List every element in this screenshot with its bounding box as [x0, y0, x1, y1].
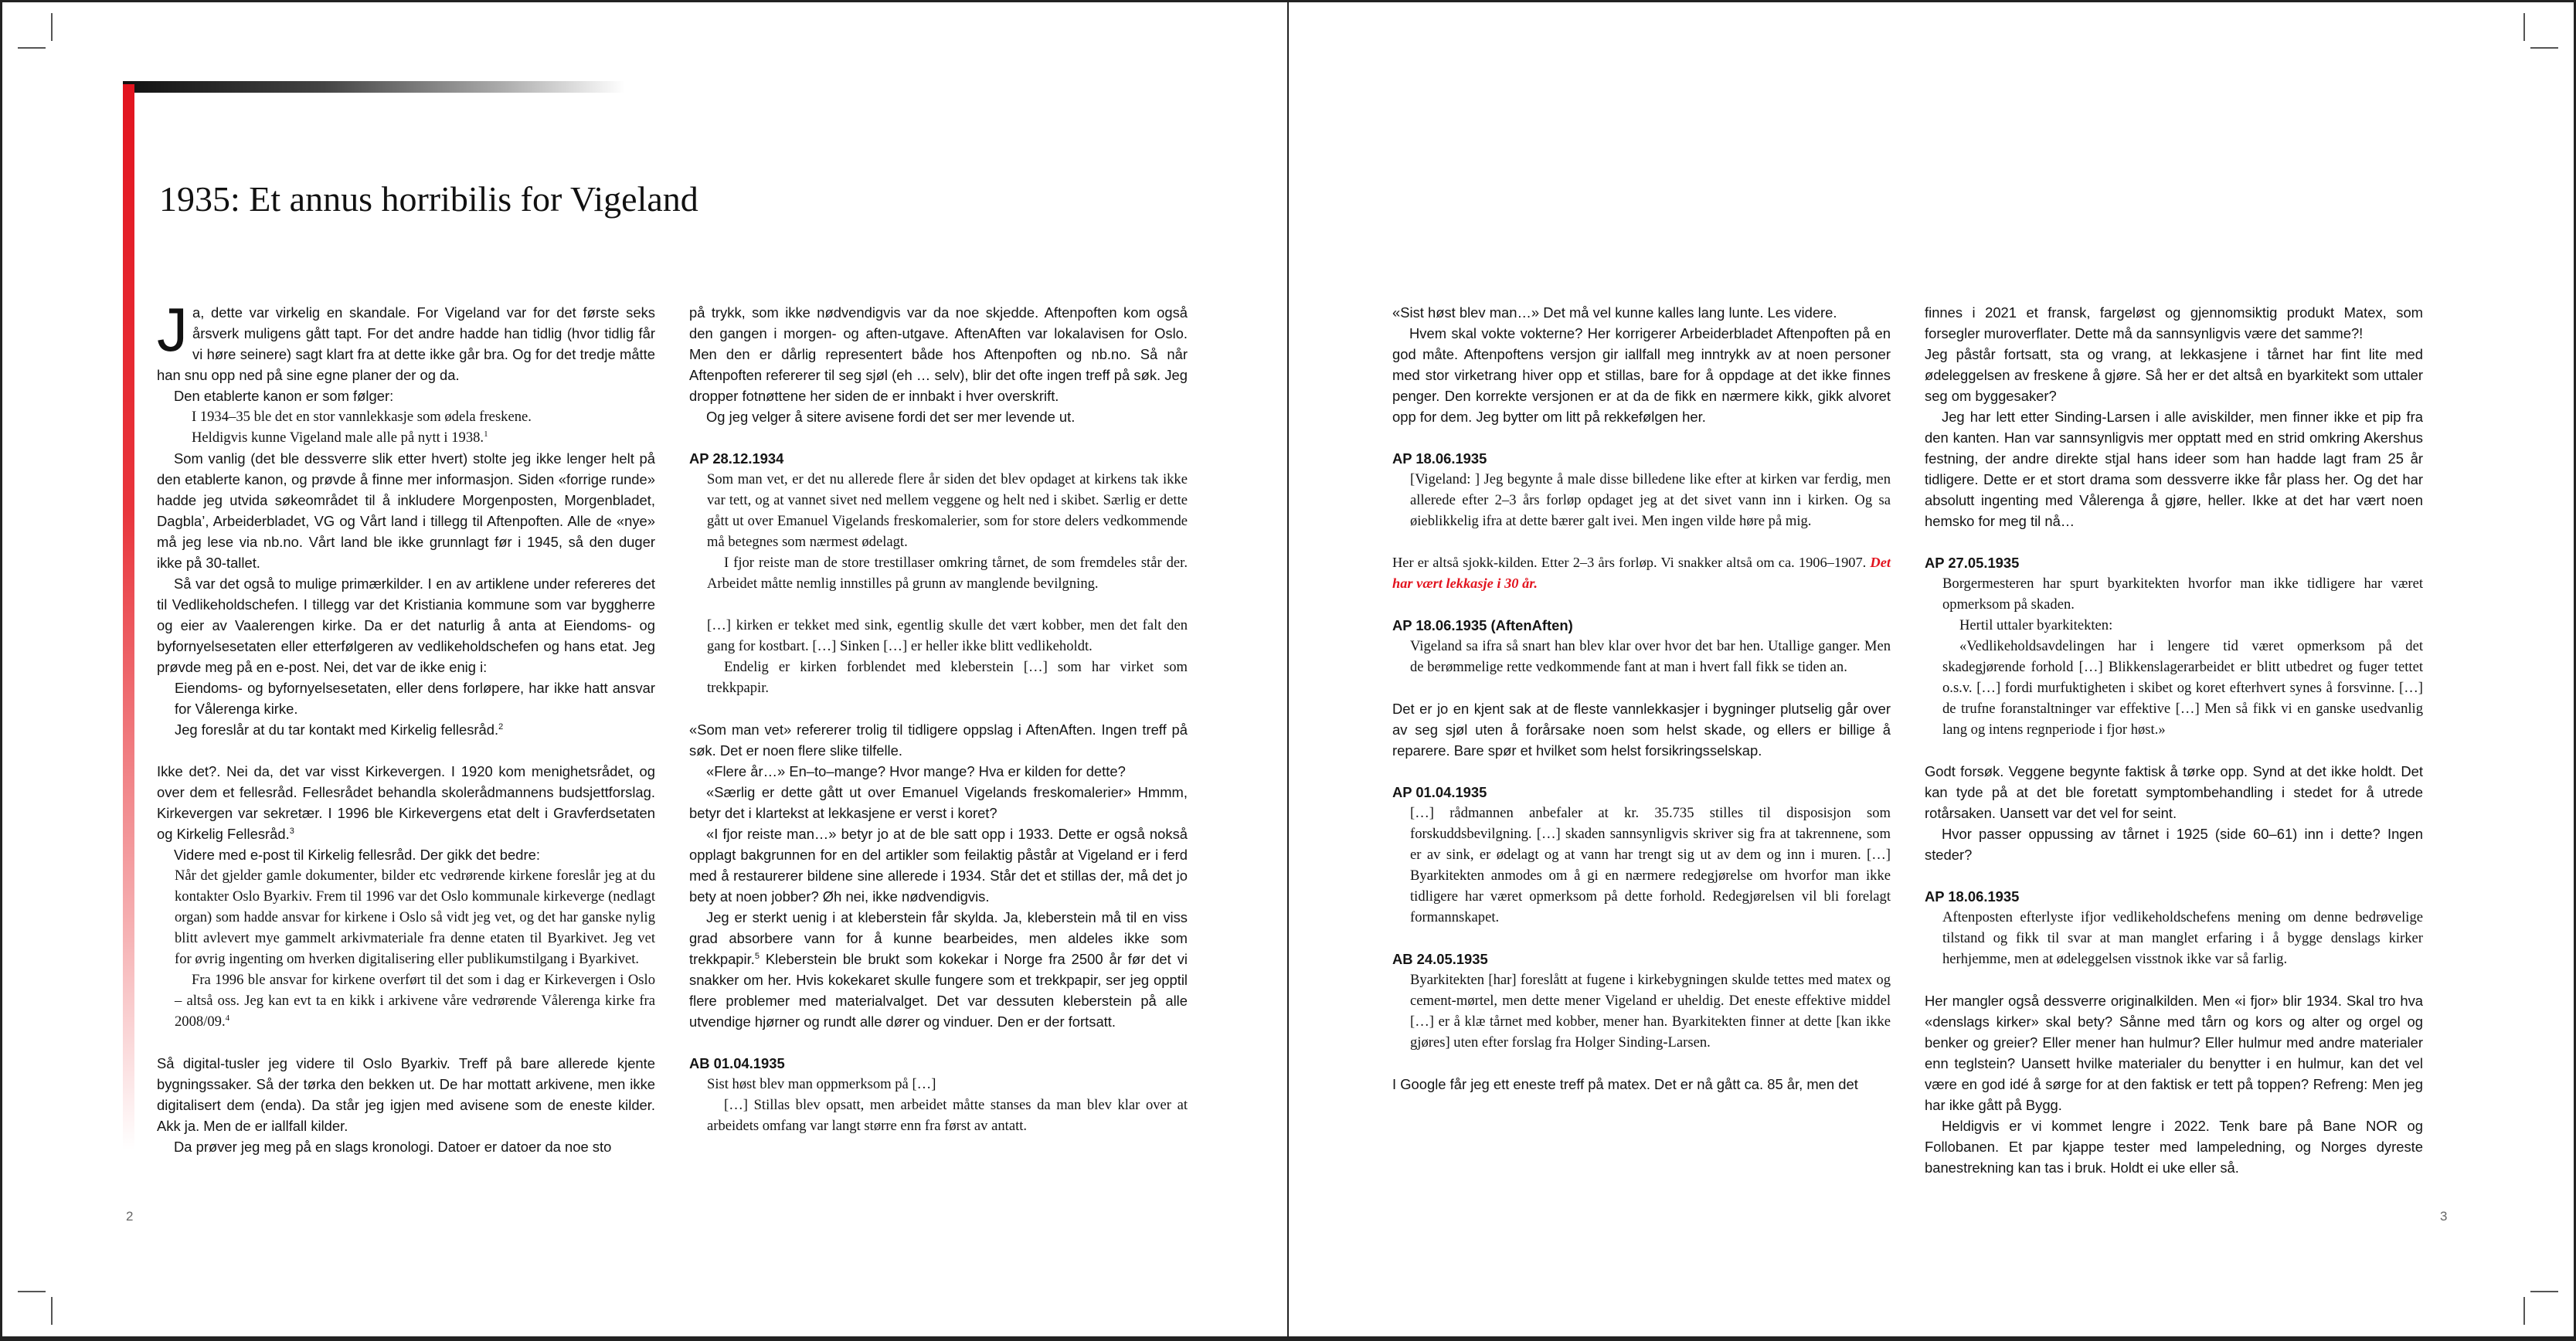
block-quote: Eiendoms- og byfornyelsesetaten, eller dens forløpere, har ikke hatt ansvar for Vålerenga kirke. Jeg foreslår at du tar kontakt med Kirkelig fellesråd.$^2$ — [175, 680, 655, 738]
crop-mark — [18, 1291, 46, 1292]
paragraph: «I fjor reiste man…» betyr jo at de ble satt opp i 1933. Dette er også nokså opplagt bakgrunnen for en del artikler som feilaktig påstår at Vigeland er i ferd med å restaurerer bildene sine allerede i 1934. Står det et stillas der, må det jo bety at noen jobber? Øh nei, ikke nødvendigvis. — [689, 826, 1188, 905]
crop-mark — [18, 47, 46, 49]
column-3 — [1392, 302, 1891, 1095]
block-quote: Som man vet, er det nu allerede flere år siden det blev opdaget at kirkens tak ikke var tett, og at vannet sivet ned mellem veggene og helt ned i skibet. Særlig er dette gått ut over Emanuel Vigelands freskomalerier, som for store delers vedkommende må betegnes som nærmest ødelagt. I fjor reiste man de store trestillaser omkring tårnet, de som fremdeles står der. Arbeidet måtte nemlig innstilles på grunn av manglende bevilgning. […] kirken er tekket med sink, egentlig skulle det vært kobber, men det falt den gang for kostbart. […] Sinken […] er heller ikke blitt vedlikeholdt. Endelig er kirken forblendet med kleberstein […] som har virket som trekkpapir. — [707, 471, 1188, 696]
paragraph: Jeg påstår fortsatt, sta og vrang, at lekkasjene i tårnet har fint lite med ødeleggelsen av freskene å gjøre. Så her er det altså en byarkitekt som uttaler seg om byggesaker? — [1925, 346, 2423, 404]
footnote-ref: 4 — [225, 1013, 230, 1023]
block-quote: Byarkitekten [har] foreslått at fugene i kirkebygningen skulde tettes med matex og cement-mørtel, men dette mener Vigeland er uheldig. Det eneste effektive middel […] er å klæ tårnet med kobber, mener han. Byarkitekten finner at dette [kan ikke gjøres] uten efter forslag fra Holger Sinding-Larsen. — [1410, 972, 1891, 1051]
column-2 — [689, 302, 1188, 1136]
paragraph: «Sist høst blev man…» Det må vel kunne kalles lang lunte. Les videre. — [1392, 304, 1837, 321]
source-heading: AP 27.05.1935 — [1925, 555, 2020, 571]
block-quote: [Vigeland: ] Jeg begynte å male disse billedene like efter at kirken var ferdig, men allerede efter 2–3 års forløp opdaget jeg at det sivet vann inn i kirken. Og sa øieblikkelig ifra at dette bærer galt ivei. Men ingen vilde høre på mig. — [1410, 471, 1891, 529]
crop-mark — [2523, 13, 2525, 41]
red-accent-bar — [123, 84, 134, 1150]
paragraph: Hvem skal vokte vokterne? Her korrigerer Arbeiderbladet Aftenpoften på en god måte. Aftenpoftens versjon gir iallfall meg inntrykk av at noen personer med stor virketrang hiver opp et stillas, bare for å oppdage at det ikke finnes penger. Den korrekte versjonen er at da de fikk en nærmere kikk, gikk alvoret opp for dem. Jeg bytter om litt på rekkefølgen her. — [1392, 325, 1891, 425]
paragraph: Ikke det?. Nei da, det var visst Kirkevergen. I 1920 kom menighetsrådet, og over dem et fellesråd. Fellesrådet behandla skolerådmannens budsjettforslag. Kirkevergen var sekretær. I 1996 ble Kirkevergens etat delt i Gravferdsetaten og Kirkelig Fellesråd.$^3$ — [157, 763, 655, 842]
paragraph: Hvor passer oppussing av tårnet i 1925 (side 60–61) inn i dette? Ingen steder? — [1925, 826, 2423, 863]
crop-mark — [2530, 1291, 2558, 1292]
intro-paragraph: Ja, dette var virkelig en skandale. For Vigeland var for det første seks årsverk muligens gått tapt. For det andre hadde han tidlig (hvor tidlig får vi høre seinere) sagt klart fra at dette ikke går bra. Og for det tredje måtte han snu opp ned på sine egne planer der og da. — [157, 295, 655, 383]
highlight-text: Det har vært lekkasje i 30 år. — [1392, 555, 1891, 591]
source-heading: AP 01.04.1935 — [1392, 784, 1487, 800]
block-quote: Sist høst blev man oppmerksom på […] […] Stillas blev opsatt, men arbeidet måtte stanses da man blev klar over at arbeidets omfang var langt større enn fra først av antatt. — [707, 1076, 1188, 1134]
paragraph: Som vanlig (det ble dessverre slik etter hvert) stolte jeg ikke lenger helt på den etablerte kanon, og prøvde å finne mer informasjon. Siden «forrige runde» hadde jeg utvida søkeområdet til å inkludere Morgenposten, Morgenbladet, Dagbla’, Arbeiderbladet, VG og Vårt land i tillegg til Aftenpoften. Alle de «nye» må jeg lese via nb.no. Vårt land ble ikke grunnlagt før i 1945, så den duger ikke på 30-tallet. — [157, 450, 655, 571]
drop-cap: J — [157, 295, 188, 364]
paragraph: Videre med e-post til Kirkelig fellesråd. Der gikk det bedre: — [174, 847, 540, 863]
paragraph: «Særlig er dette gått ut over Emanuel Vigelands freskomalerier» Hmmm, betyr det i klartekst at lekkasjene er verst i koret? — [689, 784, 1188, 821]
column-4 — [1925, 302, 2423, 1178]
paragraph: Da prøver jeg meg på en slags kronologi. Datoer er datoer da noe sto — [174, 1139, 612, 1155]
paragraph: Den etablerte kanon er som følger: — [174, 388, 394, 404]
paragraph: «Som man vet» refererer trolig til tidligere oppslag i AftenAften. Ingen treff på søk. Det er noen flere slike tilfelle. — [689, 721, 1188, 759]
paragraph: Jeg er sterkt uenig i at kleberstein får skylda. Ja, kleberstein må til en viss grad absorbere vann for å kunne bearbeides, men aldeles ikke som trekkpapir.$^5$ Kleberstein ble brukt som kokekar i Norge fra 2500 år før det vi snakker om her. Hvis kokekaret skulle fungere som et trekkpapir, ser jeg opptil flere problemer med materialvalget. Det var dessuten kleberstein på alle utvendige hjørner og rundt alle dører og vinduer. Den er der fortsatt. — [689, 909, 1188, 1030]
crop-mark — [51, 1297, 53, 1325]
paragraph: på trykk, som ikke nødvendigvis var da noe skjedde. Aftenpoften kom også den gangen i morgen- og aften-utgave. AftenAften var lokalavisen for Oslo. Men den er dårlig representert både hos Aftenpoften og nb.no. Så når Aftenpoften refererer til seg sjøl (eh … selv), blir det ofte ingen treff på søk. Jeg dropper fotnøttene her siden de er innbakt i hver overskrift. — [689, 304, 1188, 404]
crop-mark — [2523, 1297, 2525, 1325]
block-quote: Vigeland sa ifra så snart han blev klar over hvor det bar hen. Utallige ganger. Men de berømmelige rette vedkommende fant at man i hvert fall fikk se tiden an. — [1410, 638, 1891, 675]
page-number: 3 — [2440, 1209, 2448, 1224]
left-page — [2, 2, 1287, 1336]
source-heading: AB 24.05.1935 — [1392, 951, 1488, 967]
paragraph: Her mangler også dessverre originalkilden. Men «i fjor» blir 1934. Skal tro hva «denslags kirker» skal bety? Sånne med tårn og kors og alter og orgel og benker og greier? Eller mener han hulmur? Eller hulmur med andre materialer enn teglstein? Uansett hvilke materialer du benytter i en hulmur, kan det vel være en god idé å sørge for at den faktisk er tett på toppen? Refreng: Men jeg har ikke gått på Bygg. — [1925, 993, 2423, 1113]
crop-mark — [2530, 47, 2558, 49]
footnote-ref: 2 — [498, 721, 504, 732]
block-quote: Aftenposten efterlyste ifjor vedlikeholdschefens mening om denne bedrøvelige tilstand og fikk til svar at man manglet erfaring i å bygge denslags kirker herhjemme, men at ødeleggelsen visstnok ikke var så farlig. — [1942, 909, 2423, 967]
right-page — [1289, 2, 2574, 1336]
footnote-ref: 1 — [484, 429, 488, 439]
paragraph: Heldigvis er vi kommet lengre i 2022. Tenk bare på Bane NOR og Follobanen. Et par kjappe tester med lampeledning, og Norges dyreste banestrekning kan tas i bruk. Holdt ei uke eller så. — [1925, 1118, 2423, 1176]
paragraph: «Flere år…» En–to–mange? Hvor mange? Hva er kilden for dette? — [706, 763, 1126, 779]
source-heading: AP 18.06.1935 — [1925, 888, 2020, 905]
paragraph: Så var det også to mulige primærkilder. I en av artiklene under refereres det til Vedlikeholdschefen. I tillegg var det Kristiania kommune som var byggherre og eier av Vaalerengen kirke. Da er det naturlig å anta at Eiendoms- og byfornyelsesetaten eller etterfølgeren av vedlikeholdschefen og hans etat. Jeg prøvde meg på en e-post. Nei, det var de ikke enig i: — [157, 575, 655, 675]
paragraph: Godt forsøk. Veggene begynte faktisk å tørke opp. Synd at det ikke holdt. Det kan tyde på at det ble foretatt symptombehandling i stedet for å utrede rotårsaken. Uansett var det vel for seint. — [1925, 763, 2423, 821]
source-heading: AP 18.06.1935 — [1392, 450, 1487, 467]
header-gradient-bar — [123, 81, 625, 93]
paragraph: Det er jo en kjent sak at de fleste vannlekkasjer i bygninger plutselig går over av seg sjøl uten å forårsake noen som helst skade, og ellers er billige å reparere. Bare spør et hvilket som helst forsikringsselskap. — [1392, 701, 1891, 759]
column-1 — [157, 295, 655, 1157]
footnote-ref: 5 — [754, 951, 760, 961]
footnote-ref: 3 — [289, 826, 294, 836]
paragraph: Her er altså sjokk-kilden. Etter 2–3 års forløp. Vi snakker altså om ca. 1906–1907. Det har vært lekkasje i 30 år. — [1392, 555, 1891, 591]
block-quote: Borgermesteren har spurt byarkitekten hvorfor man ikke tidligere har været opmerksom på skaden. Hertil uttaler byarkitekten: «Vedlikeholdsavdelingen har i lengere tid været opmerksom på det skadegjørende forhold […] Blikkenslagerarbeidet er blitt utbedret og fuger tettet o.s.v. […] fordi murfuktigheten i skibet og koret efterhvert synes å forsvinne. […] de trufne foranstaltninger var effektive […] Men så fikk vi en ganske usedvanlig lang og intens regnperiode i fjor høst.» — [1942, 575, 2423, 738]
paragraph: Jeg har lett etter Sinding-Larsen i alle aviskilder, men finner ikke et pip fra den kanten. Han var sannsynligvis mer opptatt med en strid omkring Akershus festning, der andre direkte stjal hans ideer som han hadde lagt fram 25 år tidligere. Dette er et stort drama som dessverre ikke får plass her. Og det har absolutt ingenting med Vålerenga å gjøre, heller. Ikke at det har vært noen hemsko for meg til nå… — [1925, 409, 2423, 529]
paragraph: Og jeg velger å sitere avisene fordi det ser mer levende ut. — [706, 409, 1076, 425]
block-quote: I 1934–35 ble det en stor vannlekkasje som ødela freskene. Heldigvis kunne Vigeland male alle på nytt i 1938.$^1$ — [192, 409, 532, 446]
page-number: 2 — [126, 1209, 134, 1224]
block-quote: Når det gjelder gamle dokumenter, bilder etc vedrørende kirkene foreslår jeg at du kontakter Oslo Byarkiv. Frem til 1996 var det Oslo kommunale kirkeverge (nedlagt organ) som hadde ansvar for kirkene i Oslo så vidt jeg vet, og det har ganske nylig blitt avlevert mye gammelt arkivmateriale fra denne etaten til Byarkivet. Jeg vet for øvrig ingenting om hverken digitalisering eller publikumstilgang i Byarkivet. Fra 1996 ble ansvar for kirkene overført til det som i dag er Kirkevergen i Oslo – altså oss. Jeg kan evt ta en kikk i arkivene våre vedrørende Vålerenga kirke fra 2008/09.$^4$ — [175, 867, 655, 1030]
block-quote: […] rådmannen anbefaler at kr. 35.735 stilles til disposisjon som forskuddsbevilgning. […] skaden sannsynligvis skriver sig fra at takrennene, som er av sink, er ødelagt og at vann har trengt sig ut av dem og inn i muren. […] Byarkitekten anmodes om å gi en nærmere redegjørelse om hvorfor man ikke tidligere har været opmerksom på dette forhold. Redegjørelsen vil bli forelagt formannskapet. — [1410, 805, 1891, 925]
source-heading: AB 01.04.1935 — [689, 1055, 785, 1071]
crop-mark — [51, 13, 53, 41]
paragraph: I Google får jeg ett eneste treff på matex. Det er nå gått ca. 85 år, men det — [1392, 1076, 1858, 1092]
paragraph: finnes i 2021 et fransk, fargeløst og gjennomsiktig produkt Matex, som forsegler muroverflater. Dette må da sannsynligvis være det samme?! — [1925, 304, 2423, 341]
source-heading: AP 18.06.1935 (AftenAften) — [1392, 617, 1573, 633]
source-heading: AP 28.12.1934 — [689, 450, 784, 467]
page-title: 1935: Et annus horribilis for Vigeland — [159, 179, 698, 219]
paragraph: Så digital-tusler jeg videre til Oslo Byarkiv. Treff på bare allerede kjente bygningssaker. Så der tørka den bekken ut. De har mottatt arkivene, men ikke digitalisert dem (enda). Da står jeg igjen med avisene som de eneste kilder. Akk ja. Men de er iallfall kilder. — [157, 1055, 655, 1134]
